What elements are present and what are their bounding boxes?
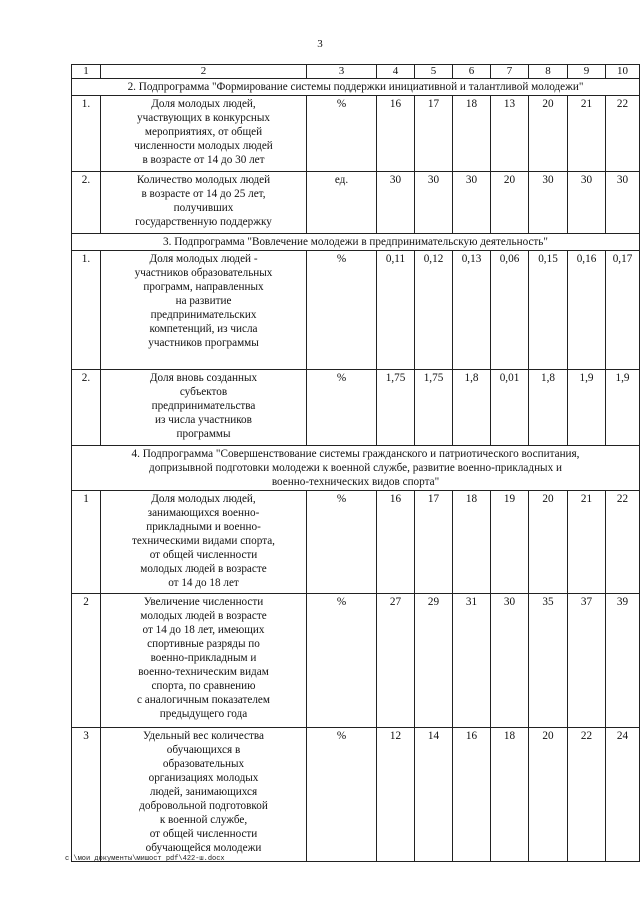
indicator-name-line: в возрасте от 14 до 30 лет xyxy=(142,154,265,166)
indicator-name-line: участвующих в конкурсных xyxy=(137,112,270,124)
indicator-value: 0,15 xyxy=(529,251,568,370)
indicator-name-line: обучающейся молодежи xyxy=(145,842,262,854)
subprogram-title-line: 4. Подпрограмма "Совершенствование системы гражданского и патриотического воспитания, xyxy=(131,448,580,460)
indicator-value: 22 xyxy=(606,96,640,172)
indicator-value: 1,8 xyxy=(453,370,491,446)
column-number: 5 xyxy=(415,65,453,79)
indicator-name-line: из числа участников xyxy=(155,414,252,426)
indicator-name-line: субъектов xyxy=(179,386,228,398)
indicator-name-line: Увеличение численности xyxy=(143,596,264,608)
indicator-name-line: военно-техническим видам xyxy=(138,666,269,678)
subprogram-title: 2. Подпрограмма "Формирование системы поддержки инициативной и талантливой молодежи" xyxy=(72,79,640,96)
indicator-value: 22 xyxy=(606,491,640,594)
indicator-value: 31 xyxy=(453,594,491,728)
indicator-name-line: молодых людей в возрасте xyxy=(140,610,267,622)
indicator-name-line: образовательных xyxy=(162,758,245,770)
indicator-value: 16 xyxy=(453,728,491,862)
indicator-value: 16 xyxy=(377,96,415,172)
column-number: 3 xyxy=(307,65,377,79)
indicator-name-line: добровольной подготовкой xyxy=(139,800,268,812)
indicator-name xyxy=(101,251,307,370)
indicator-value: 22 xyxy=(568,728,606,862)
unit-of-measure: % xyxy=(307,370,377,446)
indicator-name-line: получивших xyxy=(173,202,234,214)
indicator-name-line: предыдущего года xyxy=(159,708,248,720)
indicator-row xyxy=(72,491,640,594)
indicator-value: 35 xyxy=(529,594,568,728)
column-number: 2 xyxy=(101,65,307,79)
indicator-value: 21 xyxy=(568,491,606,594)
indicator-value: 30 xyxy=(377,172,415,234)
indicator-name-line: программы xyxy=(176,428,231,440)
indicator-value: 1,75 xyxy=(377,370,415,446)
indicator-name-line: от общей численности xyxy=(149,828,258,840)
indicator-value: 0,11 xyxy=(377,251,415,370)
indicator-name-line: прикладными и военно- xyxy=(146,521,261,533)
indicator-value: 0,16 xyxy=(568,251,606,370)
row-number: 1. xyxy=(72,96,101,172)
indicator-value: 30 xyxy=(606,172,640,234)
indicator-name xyxy=(101,370,307,446)
subprogram-title: 3. Подпрограмма "Вовлечение молодежи в предпринимательскую деятельность" xyxy=(72,234,640,251)
column-number: 8 xyxy=(529,65,568,79)
indicator-value: 30 xyxy=(415,172,453,234)
column-number: 7 xyxy=(491,65,529,79)
indicator-row xyxy=(72,251,640,370)
indicator-value: 13 xyxy=(491,96,529,172)
indicator-value: 20 xyxy=(491,172,529,234)
subprogram-title-line: военно-технических видов спорта" xyxy=(271,476,440,488)
indicator-value: 17 xyxy=(415,491,453,594)
indicator-value: 30 xyxy=(529,172,568,234)
row-number: 2. xyxy=(72,172,101,234)
unit-of-measure: % xyxy=(307,594,377,728)
unit-of-measure: ед. xyxy=(307,172,377,234)
subprogram-header-row xyxy=(72,446,640,491)
indicator-row xyxy=(72,370,640,446)
column-number-row xyxy=(72,65,640,79)
indicator-name-line: предпринимательских xyxy=(150,309,257,321)
indicator-value: 1,9 xyxy=(606,370,640,446)
indicator-name xyxy=(101,728,307,862)
unit-of-measure: % xyxy=(307,728,377,862)
indicator-name-line: на развитие xyxy=(175,295,232,307)
indicator-name-line: обучающихся в xyxy=(166,744,241,756)
column-number: 4 xyxy=(377,65,415,79)
indicator-name-line: людей, занимающихся xyxy=(149,786,258,798)
indicator-name-line: программ, направленных xyxy=(143,281,264,293)
indicator-value: 30 xyxy=(453,172,491,234)
row-number: 2. xyxy=(72,370,101,446)
indicator-row xyxy=(72,594,640,728)
unit-of-measure: % xyxy=(307,491,377,594)
indicator-value: 1,9 xyxy=(568,370,606,446)
indicator-name-line: организациях молодых xyxy=(148,772,259,784)
indicator-value: 30 xyxy=(491,594,529,728)
indicator-name-line: государственную поддержку xyxy=(135,216,272,228)
indicator-name-line: численности молодых людей xyxy=(134,140,273,152)
indicator-value: 20 xyxy=(529,491,568,594)
indicator-value: 39 xyxy=(606,594,640,728)
indicator-value: 17 xyxy=(415,96,453,172)
indicator-name-line: занимающихся военно- xyxy=(147,507,260,519)
indicator-name-line: военно-прикладным и xyxy=(150,652,257,664)
indicator-name-line: в возрасте от 14 до 25 лет, xyxy=(141,188,266,200)
indicator-value: 14 xyxy=(415,728,453,862)
file-path-footer: c:\мои документы\мишост pdf\422-ш.docx xyxy=(65,855,225,863)
unit-of-measure: % xyxy=(307,96,377,172)
indicator-value: 37 xyxy=(568,594,606,728)
subprogram-title xyxy=(72,446,640,491)
indicators-table xyxy=(71,64,640,862)
indicator-value: 24 xyxy=(606,728,640,862)
indicator-value: 29 xyxy=(415,594,453,728)
indicator-row xyxy=(72,728,640,862)
indicator-name-line: Доля молодых людей, xyxy=(151,493,256,505)
indicator-name-line: участников программы xyxy=(148,337,259,349)
indicator-name xyxy=(101,491,307,594)
page-number: 3 xyxy=(317,38,323,50)
indicator-value: 12 xyxy=(377,728,415,862)
indicator-name-line: от 14 до 18 лет, имеющих xyxy=(142,624,265,636)
indicator-value: 0,12 xyxy=(415,251,453,370)
column-number: 9 xyxy=(568,65,606,79)
column-number: 6 xyxy=(453,65,491,79)
subprogram-title-line: допризывной подготовки молодежи к военной службе, развитие военно-прикладных и xyxy=(149,462,562,474)
column-number: 1 xyxy=(72,65,101,79)
indicator-name-line: Доля молодых людей, xyxy=(151,98,256,110)
indicator-name xyxy=(101,172,307,234)
indicator-value: 20 xyxy=(529,96,568,172)
row-number: 3 xyxy=(72,728,101,862)
indicator-value: 27 xyxy=(377,594,415,728)
indicator-value: 0,17 xyxy=(606,251,640,370)
indicator-name-line: техническими видами спорта, xyxy=(132,535,275,547)
indicator-value: 16 xyxy=(377,491,415,594)
indicator-name-line: с аналогичным показателем xyxy=(137,694,270,706)
indicator-name-line: мероприятиях, от общей xyxy=(144,126,263,138)
indicator-row xyxy=(72,172,640,234)
indicator-name-line: компетенций, из числа xyxy=(149,323,258,335)
indicator-name-line: молодых людей в возрасте xyxy=(140,563,267,575)
indicator-name-line: от общей численности xyxy=(149,549,258,561)
row-number: 2 xyxy=(72,594,101,728)
indicator-value: 1,8 xyxy=(529,370,568,446)
indicator-name-line: к военной службе, xyxy=(159,814,248,826)
indicator-value: 18 xyxy=(453,96,491,172)
unit-of-measure: % xyxy=(307,251,377,370)
subprogram-header-row xyxy=(72,234,640,251)
indicator-name-line: спортивные разряды по xyxy=(147,638,260,650)
indicator-value: 0,13 xyxy=(453,251,491,370)
indicator-name-line: спорта, по сравнению xyxy=(151,680,256,692)
indicator-value: 1,75 xyxy=(415,370,453,446)
row-number: 1. xyxy=(72,251,101,370)
indicator-name-line: от 14 до 18 лет xyxy=(168,577,239,589)
indicator-name xyxy=(101,594,307,728)
indicator-value: 0,01 xyxy=(491,370,529,446)
row-number: 1 xyxy=(72,491,101,594)
indicator-name-line: Доля молодых людей - xyxy=(149,253,258,265)
indicator-row xyxy=(72,96,640,172)
indicator-value: 21 xyxy=(568,96,606,172)
subprogram-header-row xyxy=(72,79,640,96)
indicator-value: 18 xyxy=(453,491,491,594)
indicator-value: 30 xyxy=(568,172,606,234)
indicator-value: 0,06 xyxy=(491,251,529,370)
indicator-name-line: Удельный вес количества xyxy=(143,730,264,742)
indicator-value: 19 xyxy=(491,491,529,594)
column-number: 10 xyxy=(606,65,640,79)
indicator-name-line: участников образовательных xyxy=(134,267,273,279)
indicator-value: 18 xyxy=(491,728,529,862)
indicator-name-line: предпринимательства xyxy=(151,400,256,412)
indicator-value: 20 xyxy=(529,728,568,862)
indicator-name xyxy=(101,96,307,172)
indicator-name-line: Доля вновь созданных xyxy=(149,372,258,384)
indicator-name-line: Количество молодых людей xyxy=(136,174,271,186)
